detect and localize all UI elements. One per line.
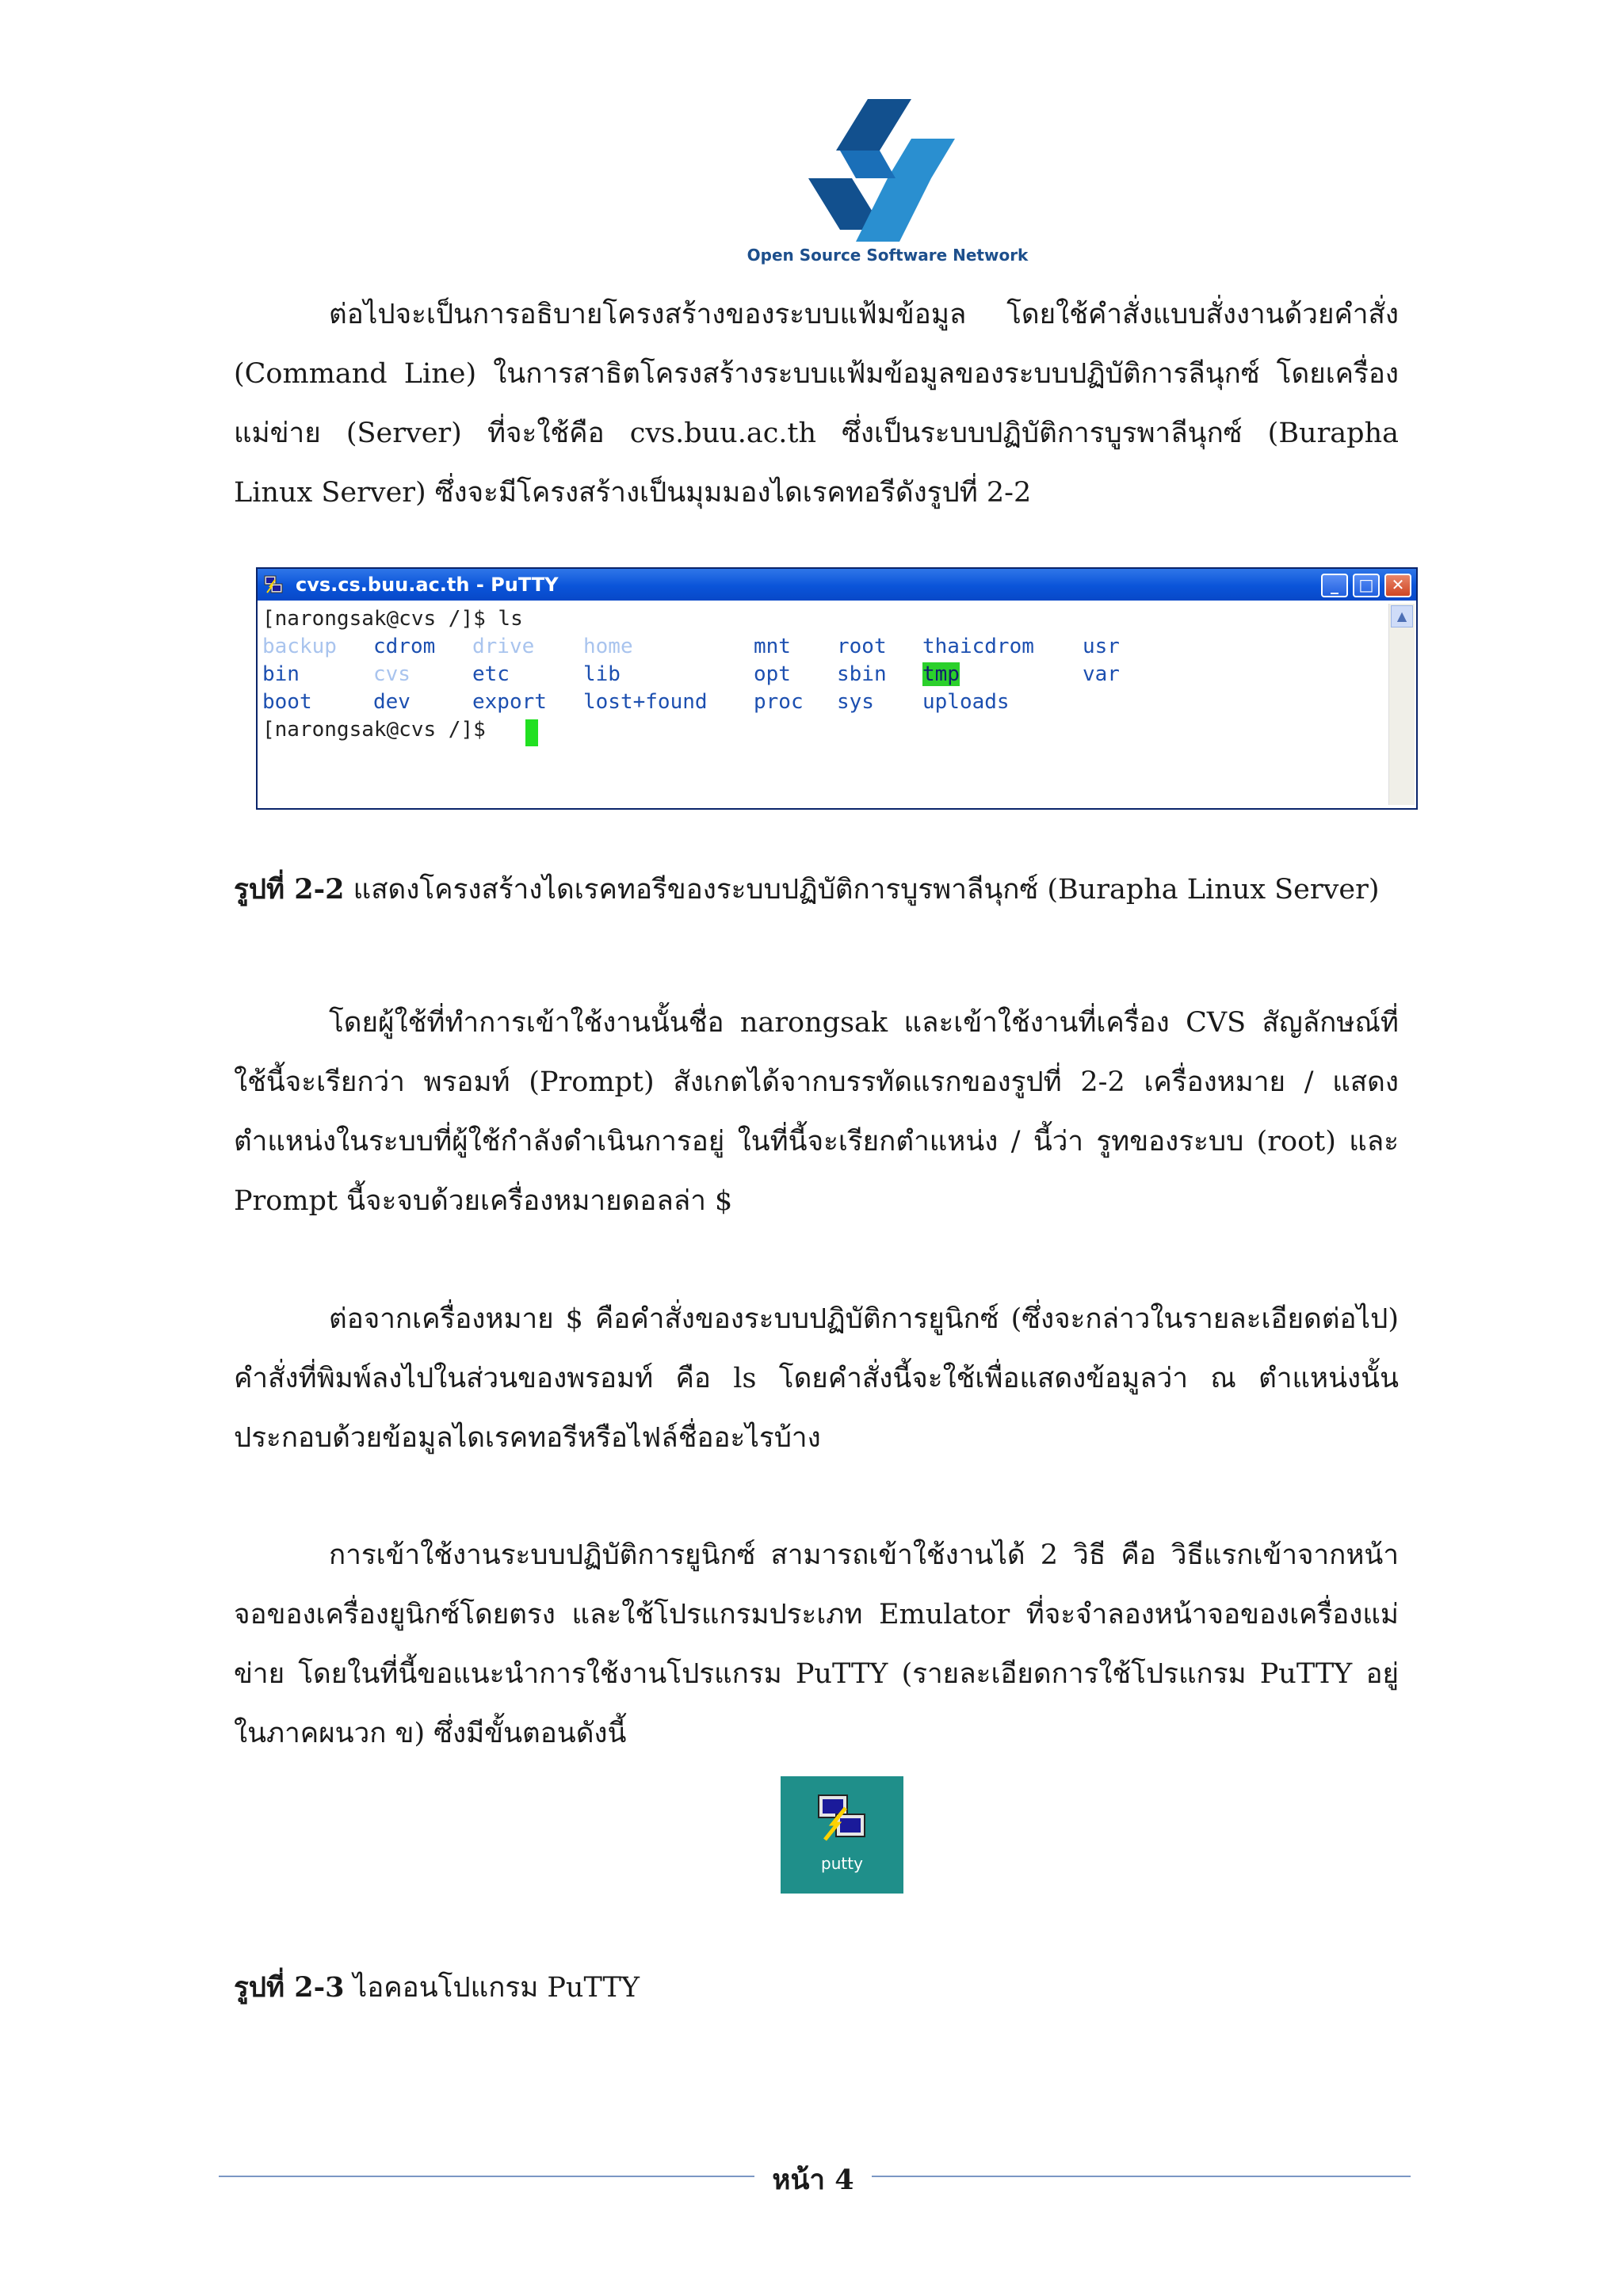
paragraph-2: [234, 994, 1399, 1231]
dir-entry: dev: [373, 690, 411, 714]
footer-divider-left: [219, 2176, 754, 2177]
terminal-scrollbar[interactable]: [1388, 604, 1415, 805]
maximize-button[interactable]: □: [1353, 574, 1380, 597]
paragraph-2-text: โดยผู้ใช้ที่ทำการเข้าใช้งานนั้นชื่อ narongsak และเข้าใช้งานที่เครื่อง CVS สัญลักษณ์ที่ใช้นี้จะเรียกว่า พรอมท์ (Prompt) สังเกตได้จากบรรทัดแรกของรูปที่ 2-2 เครื่องหมาย / แสดงตำแหน่งในระบบที่ผู้ใช้กำลังดำเนินการอยู่ ในที่นี้จะเรียกตำแหน่ง / นี้ว่า รูทของระบบ (root) และ Prompt นี้จะจบด้วยเครื่องหมายดอลล่า $: [234, 1007, 1399, 1217]
putty-app-icon: [262, 574, 285, 596]
figure-2-2-caption: [234, 870, 1502, 910]
dir-entry: uploads: [922, 690, 1010, 714]
dir-entry: boot: [262, 690, 312, 714]
scroll-up-arrow-icon[interactable]: ▲: [1391, 605, 1413, 627]
dir-entry: bin: [262, 662, 300, 686]
dir-entry: sbin: [837, 662, 887, 686]
caption-label: รูปที่ 2-3: [234, 1971, 345, 2004]
dir-entry: cvs: [373, 662, 411, 686]
dir-entry: thaicdrom: [922, 635, 1034, 658]
caption-label: รูปที่ 2-2: [234, 873, 345, 906]
putty-window[interactable]: [256, 567, 1418, 810]
terminal-screen[interactable]: [262, 604, 1386, 805]
caption-text: ไอคอนโปแกรม PuTTY: [344, 1972, 640, 2004]
dir-entry: etc: [472, 662, 510, 686]
page-number: หน้า 4: [772, 2164, 854, 2196]
paragraph-1: [234, 285, 1399, 523]
figure-2-3-caption: [234, 1968, 1502, 2008]
caption-text: แสดงโครงสร้างไดเรคทอรีของระบบปฏิบัติการบูรพาลีนุกซ์ (Burapha Linux Server): [344, 874, 1380, 906]
terminal-cursor: [525, 719, 538, 746]
paragraph-3-text: ต่อจากเครื่องหมาย $ คือคำสั่งของระบบปฏิบัติการยูนิกซ์ (ซึ่งจะกล่าวในรายละเอียดต่อไป) คำสั่งที่พิมพ์ลงไปในส่วนของพรอมท์ คือ ls โดยคำสั่งนี้จะใช้เพื่อแสดงข้อมูลว่า ณ ตำแหน่งนั้นประกอบด้วยข้อมูลไดเรคทอรีหรือไฟล์ชื่ออะไรบ้าง: [234, 1303, 1399, 1454]
dir-entry: root: [837, 635, 887, 658]
dir-entry: opt: [754, 662, 791, 686]
minimize-button[interactable]: _: [1321, 574, 1348, 597]
terminal-prompt-end: [narongsak@cvs /]$: [262, 718, 498, 742]
dir-entry: lib: [583, 662, 621, 686]
dir-entry: sys: [837, 690, 874, 714]
paragraph-4-text: การเข้าใช้งานระบบปฏิบัติการยูนิกซ์ สามารถเข้าใช้งานได้ 2 วิธี คือ วิธีแรกเข้าจากหน้าจอของเครื่องยูนิกซ์โดยตรง และใช้โปรแกรมประเภท Emulator ที่จะจำลองหน้าจอของเครื่องแม่ข่าย โดยในที่นี้ขอแนะนำการใช้งานโปรแกรม PuTTY (รายละเอียดการใช้โปรแกรม PuTTY อยู่ในภาคผนวก ข) ซึ่งมีขั้นตอนดังนี้: [234, 1539, 1399, 1749]
putty-titlebar[interactable]: [258, 569, 1416, 601]
paragraph-3: [234, 1290, 1399, 1468]
dir-entry: lost+found: [583, 690, 708, 714]
dir-entry: drive: [472, 635, 535, 658]
putty-window-title: cvs.cs.buu.ac.th - PuTTY: [296, 574, 559, 596]
dir-entry: usr: [1083, 635, 1120, 658]
dir-entry: mnt: [754, 635, 791, 658]
footer-divider-right: [872, 2176, 1411, 2177]
terminal-prompt-line: [narongsak@cvs /]$ ls: [262, 607, 523, 631]
dir-entry: cdrom: [373, 635, 436, 658]
close-button[interactable]: ✕: [1384, 574, 1411, 597]
putty-desktop-icon[interactable]: [781, 1776, 903, 1894]
dir-entry: var: [1083, 662, 1120, 686]
paragraph-4: [234, 1526, 1399, 1764]
oss-network-logo: [792, 91, 983, 250]
paragraph-1-text: ต่อไปจะเป็นการอธิบายโครงสร้างของระบบแฟ้มข้อมูล โดยใช้คำสั่งแบบสั่งงานด้วยคำสั่ง (Command Line) ในการสาธิตโครงสร้างระบบแฟ้มข้อมูลของระบบปฏิบัติการลีนุกซ์ โดยเครื่องแม่ข่าย (Server) ที่จะใช้คือ cvs.buu.ac.th ซึ่งเป็นระบบปฏิบัติการบูรพาลีนุกซ์ (Burapha Linux Server) ซึ่งจะมีโครงสร้างเป็นมุมมองไดเรคทอรีดังรูปที่ 2-2: [234, 299, 1399, 509]
dir-entry: home: [583, 635, 633, 658]
logo-text: Open Source Software Network: [747, 246, 1029, 265]
dir-entry-highlighted: tmp: [922, 662, 960, 686]
dir-entry: proc: [754, 690, 804, 714]
dir-entry: export: [472, 690, 547, 714]
putty-icon: [814, 1791, 869, 1846]
dir-entry: backup: [262, 635, 337, 658]
putty-icon-label: putty: [821, 1854, 863, 1873]
